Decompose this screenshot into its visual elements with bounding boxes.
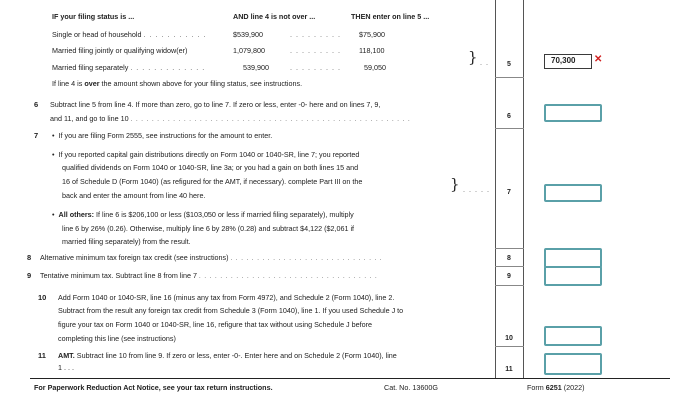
over-note-bold: over — [84, 79, 100, 88]
status-enter-amount: 59,050 — [364, 63, 386, 72]
over-note — [52, 79, 302, 88]
line-7-bullet-3-line3: married filing separately) from the result. — [62, 237, 191, 246]
line-11-amt: AMT. — [58, 351, 75, 360]
footer-notice: For Paperwork Reduction Act Notice, see your tax return instructions. — [34, 383, 273, 392]
line-11-text: Subtract line 10 from line 9. If zero or less, enter -0-. Enter here and on Schedule 2 (Form 1040), line — [74, 351, 397, 360]
status-dots: . . . . . . . . . . . . . — [130, 63, 206, 72]
line-10-amount-box[interactable] — [544, 326, 602, 346]
line-5-number: 5 — [507, 61, 511, 68]
line-6-text2 — [50, 114, 411, 123]
brace-dots: . . . . . — [463, 185, 490, 194]
status-dots: . . . . . . . . . — [290, 63, 341, 72]
line-8-number: 8 — [507, 255, 511, 262]
line-8-dots: . . . . . . . . . . . . . . . . . . . . . . . . . . . . . — [230, 256, 383, 262]
line-7-bullet-3-line1: If line 6 is $206,100 or less ($103,050 or less if married filing separately), multiply — [94, 210, 354, 219]
status-dots: . . . . . . . . . . . — [143, 30, 207, 39]
line-6-dots: . . . . . . . . . . . . . . . . . . . . . . . . . . . . . . . . . . . . . . . . . . . . . . . . . . . . . — [130, 117, 411, 123]
status-label: Single or head of household — [52, 30, 142, 39]
line-10-text1: Add Form 1040 or 1040-SR, line 16 (minus any tax from Form 4972), and Schedule 2 (Form 1040), line 2. — [58, 293, 395, 302]
incorrect-mark-icon: ✕ — [594, 54, 603, 65]
footer-form-prefix: Form — [527, 383, 546, 392]
line-6-amount-box[interactable] — [544, 104, 602, 122]
line-6-label: and 11, and go to line 10 — [50, 114, 129, 123]
status-dots: . . . . . . . . . — [290, 46, 341, 55]
line-6-text1: Subtract line 5 from line 4. If more than zero, go to line 7. If zero or less, enter -0- here and on lines 7, 9, — [50, 100, 381, 109]
line-8-label: Alternative minimum tax foreign tax credit (see instructions) — [40, 253, 229, 262]
line-10-text2: Subtract from the result any foreign tax credit from Schedule 3 (Form 1040), line 1. If you used Schedule J to — [58, 306, 404, 315]
footer-form-number: 6251 — [545, 383, 562, 392]
line-7-bullet-1: • If you are filing Form 2555, see instructions for the amount to enter. — [52, 131, 273, 140]
line-9-number-left: 9 — [27, 271, 32, 280]
status-row-married-jointly: Married filing jointly or qualifying widow(er) — [52, 46, 188, 55]
status-enter-amount: 118,100 — [359, 46, 385, 55]
row-separator — [495, 248, 524, 249]
line-6-number-left: 6 — [34, 100, 39, 109]
status-enter-amount: $75,900 — [359, 30, 385, 39]
line-11-number: 11 — [505, 366, 513, 373]
footer-form-year: (2022) — [561, 383, 585, 392]
line-10-text4: completing this line (see instructions) — [58, 334, 176, 343]
brace-icon: } — [468, 48, 478, 66]
line-7-bullet-2: • If you reported capital gain distributions directly on Form 1040 or 1040-SR, line 7; you reported — [52, 150, 360, 159]
status-row-single — [52, 30, 206, 39]
line-11-amount-box[interactable] — [544, 353, 602, 375]
row-separator — [495, 266, 524, 267]
brace-dots: . . — [480, 58, 489, 67]
over-note-pre: If line 4 is — [52, 79, 85, 88]
line-11-text2: 1 . . . — [58, 363, 74, 372]
header-filing-status: IF your filing status is ... — [52, 12, 135, 21]
line-6-number: 6 — [507, 113, 511, 120]
line-10-text3: figure your tax on Form 1040 or 1040-SR, line 16, refigure that tax without using Schedule J before — [58, 320, 373, 329]
status-row-married-separately — [52, 63, 205, 72]
line-7-bullet-2-line4: back and enter the amount from line 40 here. — [62, 191, 206, 200]
line-10-number-left: 10 — [38, 293, 47, 302]
line-10-number: 10 — [505, 335, 513, 342]
status-amount: $539,900 — [233, 30, 263, 39]
line-9-label: Tentative minimum tax. Subtract line 8 from line 7 — [40, 271, 197, 280]
row-separator — [495, 346, 524, 347]
footer-cat-number: Cat. No. 13600G — [384, 383, 438, 392]
line-8-text — [40, 253, 383, 262]
line-7-bullet-2-line1: If you reported capital gain distributions directly on Form 1040 or 1040-SR, line 7; you reported — [58, 150, 360, 159]
brace-icon: } — [450, 175, 460, 193]
line-7-bullet-2-line2: qualified dividends on Form 1040 or 1040-SR, line 3a; or you had a gain on both lines 15 and — [62, 163, 359, 172]
line-8-number-left: 8 — [27, 253, 32, 262]
line-11-text1 — [58, 351, 397, 360]
header-enter-line5: THEN enter on line 5 ... — [351, 12, 430, 21]
row-separator — [495, 128, 524, 129]
line-7-bullet-2-line3: 16 of Schedule D (Form 1040) (as refigured for the AMT, if necessary). complete Part III on the — [62, 177, 363, 186]
row-separator — [495, 285, 524, 286]
status-amount: 1,079,800 — [233, 46, 265, 55]
line-9-text — [40, 271, 378, 280]
line-7-all-others: All others: — [58, 210, 95, 219]
line-5-value: 70,300 — [551, 56, 576, 65]
line-7-bullet-3: • All others: If line 6 is $206,100 or less ($103,050 or less if married filing separately), multiply — [52, 210, 354, 219]
status-amount: 539,900 — [243, 63, 269, 72]
line-9-amount-box[interactable] — [544, 266, 602, 286]
line-9-dots: . . . . . . . . . . . . . . . . . . . . . . . . . . . . . . . . . . — [199, 274, 378, 280]
header-line4: AND line 4 is not over ... — [233, 12, 316, 21]
over-note-post: the amount shown above for your filing status, see instructions. — [99, 79, 303, 88]
status-dots: . . . . . . . . . — [290, 30, 341, 39]
line-9-number: 9 — [507, 273, 511, 280]
line-8-amount-box[interactable] — [544, 248, 602, 268]
line-7-number-left: 7 — [34, 131, 39, 140]
footer-rule — [30, 378, 670, 379]
line-11-number-left: 11 — [38, 351, 46, 360]
row-separator — [495, 77, 524, 78]
line-7-number: 7 — [507, 189, 511, 196]
line-7-bullet-3-line2: line 6 by 26% (0.26). Otherwise, multiply line 6 by 28% (0.28) and subtract $4,122 ($2,061 if — [62, 224, 355, 233]
line-7-amount-box[interactable] — [544, 184, 602, 202]
line-5-amount-box[interactable] — [544, 54, 592, 69]
status-label: Married filing separately — [52, 63, 129, 72]
footer-form-id — [527, 383, 585, 392]
line-7-bullet-1-text: If you are filing Form 2555, see instructions for the amount to enter. — [58, 131, 273, 140]
